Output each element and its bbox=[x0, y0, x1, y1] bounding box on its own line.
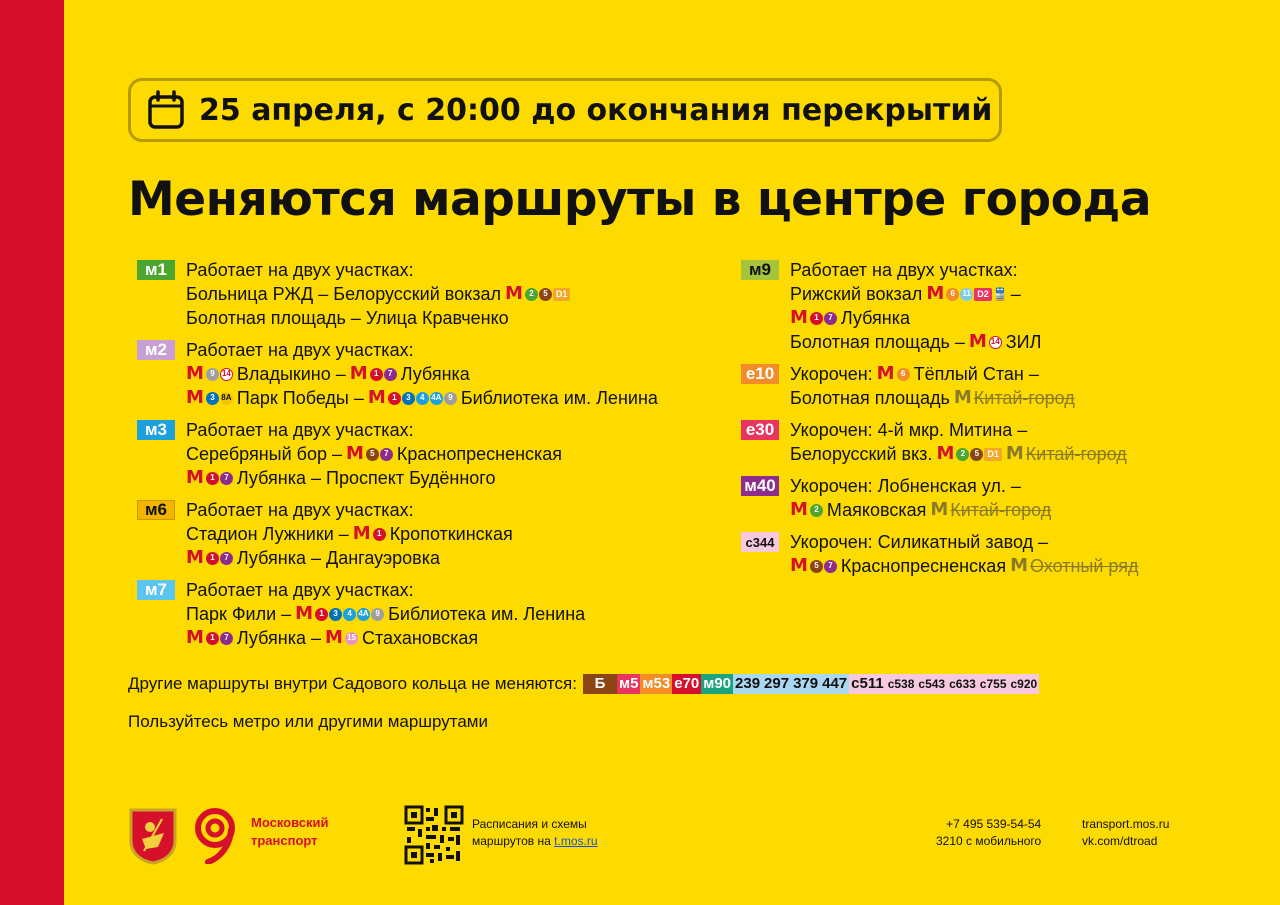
route-badge: 379 bbox=[793, 675, 819, 692]
route-badge: с543 bbox=[916, 674, 947, 694]
route-s344 bbox=[741, 530, 1211, 578]
route-text: Работает на двух участках: bbox=[186, 340, 414, 360]
brand-name: Московский транспорт bbox=[251, 815, 329, 848]
route-badge: с633 bbox=[947, 674, 978, 694]
route-badge: м40 bbox=[741, 476, 779, 496]
schedule-info: Расписания и схемы маршрутов на t.mos.ru bbox=[472, 817, 598, 848]
route-badge: м1 bbox=[137, 260, 175, 280]
calendar-icon bbox=[147, 90, 185, 130]
route-text: Укорочен: 4-й мкр. Митина – bbox=[790, 420, 1028, 440]
route-badge: 447 bbox=[822, 675, 848, 692]
route-text: Стадион Лужники – М 1 Кропоткинская bbox=[186, 523, 513, 544]
page-title: Меняются маршруты в центре города bbox=[128, 172, 1152, 227]
route-text: Рижский вокзал М 6 11 D2 🚆 – bbox=[790, 283, 1021, 304]
moscow-transport-logo-icon bbox=[190, 806, 240, 864]
route-text: Белорусский вкз. М 2 5 D1 М Китай-город bbox=[790, 443, 1127, 464]
metro-icon: М 1 7 bbox=[350, 362, 398, 386]
route-badge: с538 bbox=[886, 674, 917, 694]
route-text: Работает на двух участках: bbox=[186, 500, 414, 520]
route-e30 bbox=[741, 418, 1211, 466]
route-text: Укорочен: М 6 Тёплый Стан – bbox=[790, 363, 1039, 384]
route-m1 bbox=[137, 258, 727, 330]
route-text: Работает на двух участках: bbox=[186, 420, 414, 440]
phone-number[interactable]: +7 495 539-54-54 bbox=[946, 817, 1042, 831]
route-text: Болотная площадь – М 14 ЗИЛ bbox=[790, 331, 1042, 352]
route-text: М 5 7 Краснопресненская М Охотный ряд bbox=[790, 555, 1139, 576]
metro-icon: М 14 bbox=[969, 330, 1003, 354]
route-badge: с344 bbox=[741, 532, 779, 552]
metro-icon: М 1 3 4 4А 9 bbox=[368, 386, 458, 410]
route-text: М 9 14 Владыкино – М 1 7 Лубянка bbox=[186, 363, 470, 384]
metro-icon: М bbox=[1005, 443, 1024, 464]
metro-icon: М 2 5 D1 bbox=[936, 442, 1002, 466]
route-text: М 1 7 Лубянка – Проспект Будённого bbox=[186, 467, 496, 488]
web-links bbox=[1082, 816, 1169, 850]
metro-icon: М 5 7 bbox=[790, 554, 838, 578]
route-text: Больница РЖД – Белорусский вокзал М 2 5 D1 bbox=[186, 282, 574, 306]
site-link[interactable]: transport.mos.ru bbox=[1082, 817, 1170, 831]
metro-icon: М bbox=[1010, 555, 1028, 576]
route-m7 bbox=[137, 578, 727, 650]
route-text: М 2 Маяковская М Китай-город bbox=[790, 499, 1052, 520]
qr-code-icon[interactable] bbox=[404, 805, 464, 865]
route-text: М 1 7 Лубянка – Дангауэровка bbox=[186, 547, 441, 568]
metro-icon: М 2 bbox=[790, 498, 824, 522]
metro-icon: М 6 11 D2 🚆 bbox=[926, 283, 1008, 304]
metro-icon: М 9 14 bbox=[186, 362, 234, 386]
route-badge: е70 bbox=[674, 675, 700, 692]
route-badge: м53 bbox=[642, 675, 671, 692]
phone-info: +7 495 539-54-54 3210 с мобильного bbox=[936, 817, 1042, 848]
unchanged-label: Другие маршруты внутри Садового кольца не меняются: bbox=[128, 674, 577, 693]
date-banner bbox=[128, 78, 1002, 142]
t-mos-link[interactable]: t.mos.ru bbox=[554, 834, 598, 848]
moscow-coat-of-arms-icon bbox=[128, 807, 178, 865]
unchanged-routes-row bbox=[128, 674, 1039, 694]
metro-icon: М 1 7 bbox=[186, 466, 234, 490]
route-text: Работает на двух участках: bbox=[790, 260, 1018, 280]
metro-icon: М 1 7 bbox=[186, 626, 234, 650]
route-m40 bbox=[741, 474, 1211, 522]
metro-icon: М bbox=[930, 499, 949, 520]
date-banner-text: 25 апреля, с 20:00 до окончания перекрытий bbox=[199, 92, 993, 128]
route-text: Работает на двух участках: bbox=[186, 260, 414, 280]
route-text: Болотная площадь – Улица Кравченко bbox=[186, 308, 509, 328]
route-badge: Б bbox=[583, 674, 617, 694]
metro-icon: М 5 7 bbox=[346, 442, 394, 466]
route-text: Укорочен: Лобненская ул. – bbox=[790, 476, 1021, 496]
metro-icon: М 1 7 bbox=[790, 306, 838, 330]
metro-icon: М 3 8А bbox=[186, 387, 232, 408]
route-text: Парк Фили – М 1 3 4 4А 9 Библиотека им. Ленина bbox=[186, 603, 586, 624]
route-badge: 239 bbox=[735, 675, 761, 692]
route-badge: м2 bbox=[137, 340, 175, 360]
route-badge: м3 bbox=[137, 420, 175, 440]
red-side-bar bbox=[0, 0, 64, 905]
metro-icon: М 2 5 D1 bbox=[505, 282, 571, 306]
route-badge: с511 bbox=[851, 675, 884, 692]
metro-icon: М 1 bbox=[353, 522, 387, 546]
metro-icon: М bbox=[953, 387, 972, 408]
route-text: М 3 8А Парк Победы – М 1 3 4 4А 9 Библиотека им. Ленина bbox=[186, 387, 658, 408]
route-m2 bbox=[137, 338, 727, 410]
route-badge: м90 bbox=[703, 675, 732, 692]
route-badge: е30 bbox=[741, 420, 779, 440]
route-e10 bbox=[741, 362, 1211, 410]
advice-text: Пользуйтесь метро или другими маршрутами bbox=[128, 712, 488, 731]
route-m9 bbox=[741, 258, 1211, 354]
metro-icon: М 1 3 4 4А 9 bbox=[295, 602, 385, 626]
metro-icon: М 15 bbox=[325, 626, 359, 650]
route-badge: е10 bbox=[741, 364, 779, 384]
routes-right-column bbox=[741, 258, 1211, 586]
route-text: М 1 7 Лубянка – М 15 Стахановская bbox=[186, 627, 479, 648]
route-badge: с755 bbox=[978, 674, 1009, 694]
route-m3 bbox=[137, 418, 727, 490]
route-text: Работает на двух участках: bbox=[186, 580, 414, 600]
route-badge: 297 bbox=[764, 675, 790, 692]
route-badge: с920 bbox=[1009, 674, 1040, 694]
route-badge: м6 bbox=[137, 500, 175, 520]
route-text: М 1 7 Лубянка bbox=[790, 307, 911, 328]
route-badge: м9 bbox=[741, 260, 779, 280]
vk-link[interactable]: vk.com/dtroad bbox=[1082, 834, 1158, 848]
route-badge: м7 bbox=[137, 580, 175, 600]
route-text: Укорочен: Силикатный завод – bbox=[790, 532, 1049, 552]
route-text: Болотная площадь М Китай-город bbox=[790, 387, 1075, 408]
metro-icon: М 1 7 bbox=[186, 546, 234, 570]
metro-icon: М 6 bbox=[877, 362, 911, 386]
route-text: Серебряный бор – М 5 7 Краснопресненская bbox=[186, 443, 563, 464]
train-icon: 🚆 bbox=[992, 287, 1008, 301]
route-m6 bbox=[137, 498, 727, 570]
route-badge: м5 bbox=[618, 675, 639, 692]
routes-left-column bbox=[137, 258, 727, 658]
